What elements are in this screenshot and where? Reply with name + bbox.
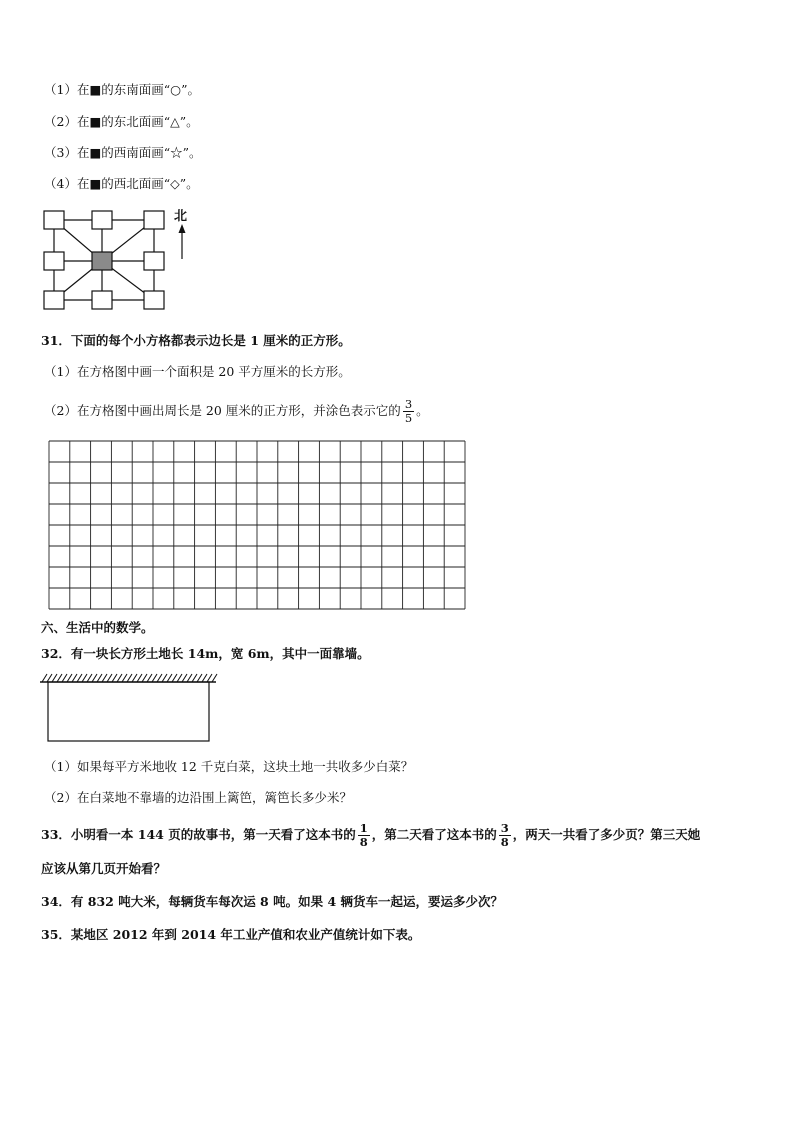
- wall-hatch-mark: [182, 674, 187, 682]
- wall-hatch-mark: [157, 674, 162, 682]
- q32-item-2: （2）在白菜地不靠墙的边沿围上篱笆，篱笆长多少米？: [44, 790, 352, 805]
- wall-hatch-mark: [72, 674, 77, 682]
- wall-hatch-mark: [187, 674, 192, 682]
- q35-text: 35．某地区 2012 年到 2014 年工业产值和农业产值统计如下表。: [41, 927, 421, 942]
- wall-hatch-mark: [97, 674, 102, 682]
- north-label: 北: [174, 209, 188, 224]
- wall-hatch-mark: [42, 674, 47, 682]
- wall-hatch-mark: [107, 674, 112, 682]
- wall-hatch-mark: [152, 674, 157, 682]
- section-6-heading: 六、生活中的数学。: [41, 620, 154, 635]
- wall-hatch-mark: [192, 674, 197, 682]
- wall-hatch-mark: [147, 674, 152, 682]
- wall-hatch-mark: [142, 674, 147, 682]
- wall-hatch-mark: [177, 674, 182, 682]
- wall-hatch-mark: [102, 674, 107, 682]
- q32-item-1: （1）如果每平方米地收 12 千克白菜，这块土地一共收多少白菜？: [44, 759, 414, 774]
- wall-hatch-mark: [67, 674, 72, 682]
- wall-hatch-mark: [87, 674, 92, 682]
- wall-hatch-mark: [137, 674, 142, 682]
- wall-hatch-mark: [167, 674, 172, 682]
- wall-hatch-mark: [162, 674, 167, 682]
- square-grid: [48, 440, 468, 611]
- wall-hatch-mark: [57, 674, 62, 682]
- wall-hatch-mark: [77, 674, 82, 682]
- wall-hatch-mark: [82, 674, 87, 682]
- direction-diagram: [36, 204, 196, 316]
- black-square-icon: ■: [89, 145, 102, 160]
- q33-line-2: 应该从第几页开始看？: [41, 861, 167, 876]
- wall-hatch-mark: [47, 674, 52, 682]
- black-square-icon: ■: [89, 82, 102, 97]
- q30-item-4: （4）在■的西北面画“◇”。: [44, 176, 199, 191]
- fraction-3-8: $\frac{3}{8}$: [500, 821, 509, 849]
- q30-item-3: （3）在■的西南面画“☆”。: [44, 145, 202, 160]
- q31-title: 31．下面的每个小方格都表示边长是 1 厘米的正方形。: [41, 333, 351, 348]
- q31-item-1: （1）在方格图中画一个面积是 20 平方厘米的长方形。: [44, 364, 351, 379]
- fraction-3-5: $\frac{3}{5}$: [404, 397, 413, 425]
- wall-hatch-mark: [202, 674, 207, 682]
- wall-hatch-mark: [112, 674, 117, 682]
- wall-hatch-mark: [117, 674, 122, 682]
- wall-hatch-mark: [92, 674, 97, 682]
- black-square-icon: ■: [89, 176, 102, 191]
- q33-line-1: 33．小明看一本 144 页的故事书，第一天看了这本书的 $\frac{1}{8}$ ，第二天看了这本书的 $\frac{3}{8}$ ，两天一共看了多少页？第三天她: [41, 821, 701, 849]
- wall-hatch-mark: [127, 674, 132, 682]
- fraction-1-8: $\frac{1}{8}$: [359, 821, 368, 849]
- wall-hatch-mark: [212, 674, 217, 682]
- wall-hatch-mark: [172, 674, 177, 682]
- wall-hatch-mark: [132, 674, 137, 682]
- q30-item-2: （2）在■的东北面画“△”。: [44, 114, 199, 129]
- wall-hatch-mark: [122, 674, 127, 682]
- black-square-icon: ■: [89, 114, 102, 129]
- q30-item-1: （1）在■的东南面画“○”。: [44, 82, 200, 97]
- wall-field-diagram: [38, 672, 220, 746]
- q34-text: 34．有 832 吨大米，每辆货车每次运 8 吨。如果 4 辆货车一起运，要运多少次？: [41, 894, 503, 909]
- q32-title: 32．有一块长方形土地长 14m，宽 6m，其中一面靠墙。: [41, 646, 370, 661]
- wall-hatch-mark: [52, 674, 57, 682]
- wall-hatch-mark: [62, 674, 67, 682]
- q31-item-2: （2）在方格图中画出周长是 20 厘米的正方形，并涂色表示它的 $\frac{3}{5}$ 。: [44, 397, 429, 425]
- wall-hatch-mark: [197, 674, 202, 682]
- wall-hatch-mark: [207, 674, 212, 682]
